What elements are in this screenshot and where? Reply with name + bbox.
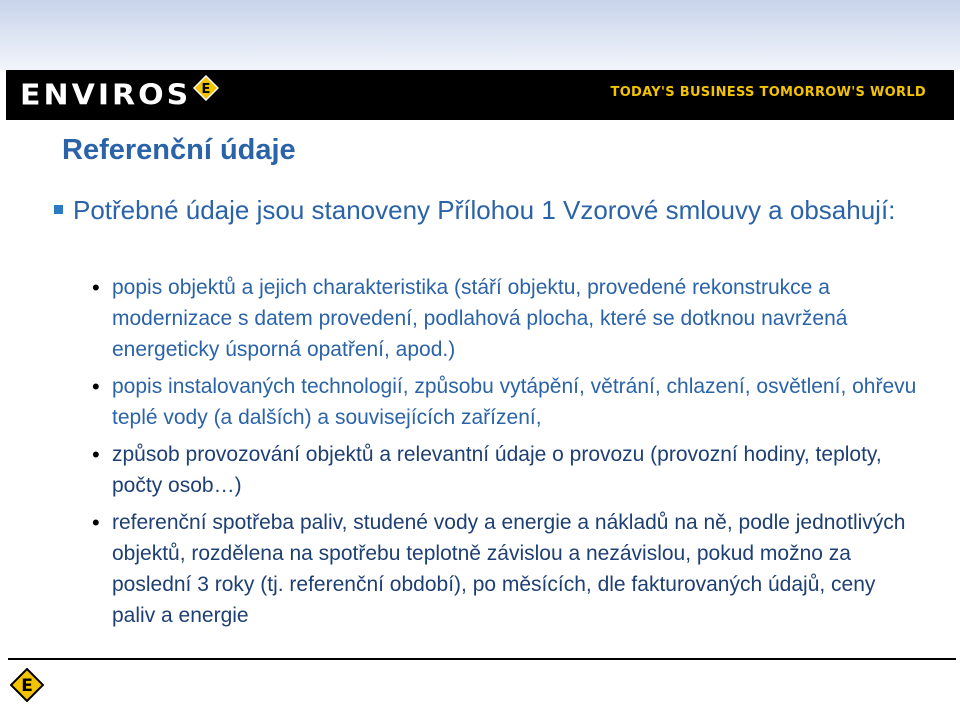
- footer-logo-icon: [10, 668, 44, 702]
- square-bullet-icon: [54, 205, 63, 214]
- logo-text: ENVIROS: [20, 78, 192, 112]
- header-bar: [6, 70, 954, 120]
- dot-bullet-icon: •: [92, 374, 100, 399]
- logo-badge-icon: [193, 75, 219, 101]
- logo-badge-letter: E: [201, 82, 211, 97]
- list-item: [92, 272, 942, 365]
- top-gradient-band: [0, 0, 960, 70]
- lead-paragraph: [54, 194, 934, 226]
- dot-bullet-icon: •: [92, 275, 100, 300]
- list-item: [92, 371, 942, 433]
- list-item: [92, 507, 942, 631]
- bullet-list: [92, 272, 942, 637]
- list-item-text: popis objektů a jejich charakteristika (stáří objektu, provedené rekonstrukce a modernizace s datem provedení, podlahová plocha, které se dotknou navržená energeticky úsporná opatření, apod.): [112, 276, 848, 361]
- list-item-text: referenční spotřeba paliv, studené vody a energie a nákladů na ně, podle jednotlivých objektů, rozdělena na spotřebu teplotně závislou a nezávislou, pokud možno za poslední 3 roky (tj. referenční období), po měsících, dle fakturovaných údajů, ceny paliv a energie: [112, 511, 906, 627]
- dot-bullet-icon: •: [92, 442, 100, 467]
- lead-text: Potřebné údaje jsou stanoveny Přílohou 1 Vzorové smlouvy a obsahují:: [73, 195, 896, 225]
- dot-bullet-icon: •: [92, 510, 100, 535]
- footer-logo-letter: E: [21, 676, 33, 696]
- enviros-logo: [20, 70, 219, 120]
- list-item-text: způsob provozování objektů a relevantní údaje o provozu (provozní hodiny, teploty, počty osob…): [112, 443, 882, 497]
- footer-divider: [8, 658, 956, 660]
- list-item: [92, 439, 942, 501]
- tagline: TODAY'S BUSINESS TOMORROW'S WORLD: [610, 85, 926, 100]
- list-item-text: popis instalovaných technologií, způsobu vytápění, větrání, chlazení, osvětlení, ohřevu teplé vody (a dalších) a souvisejících zařízení,: [112, 375, 917, 429]
- slide-title: Referenční údaje: [62, 134, 296, 166]
